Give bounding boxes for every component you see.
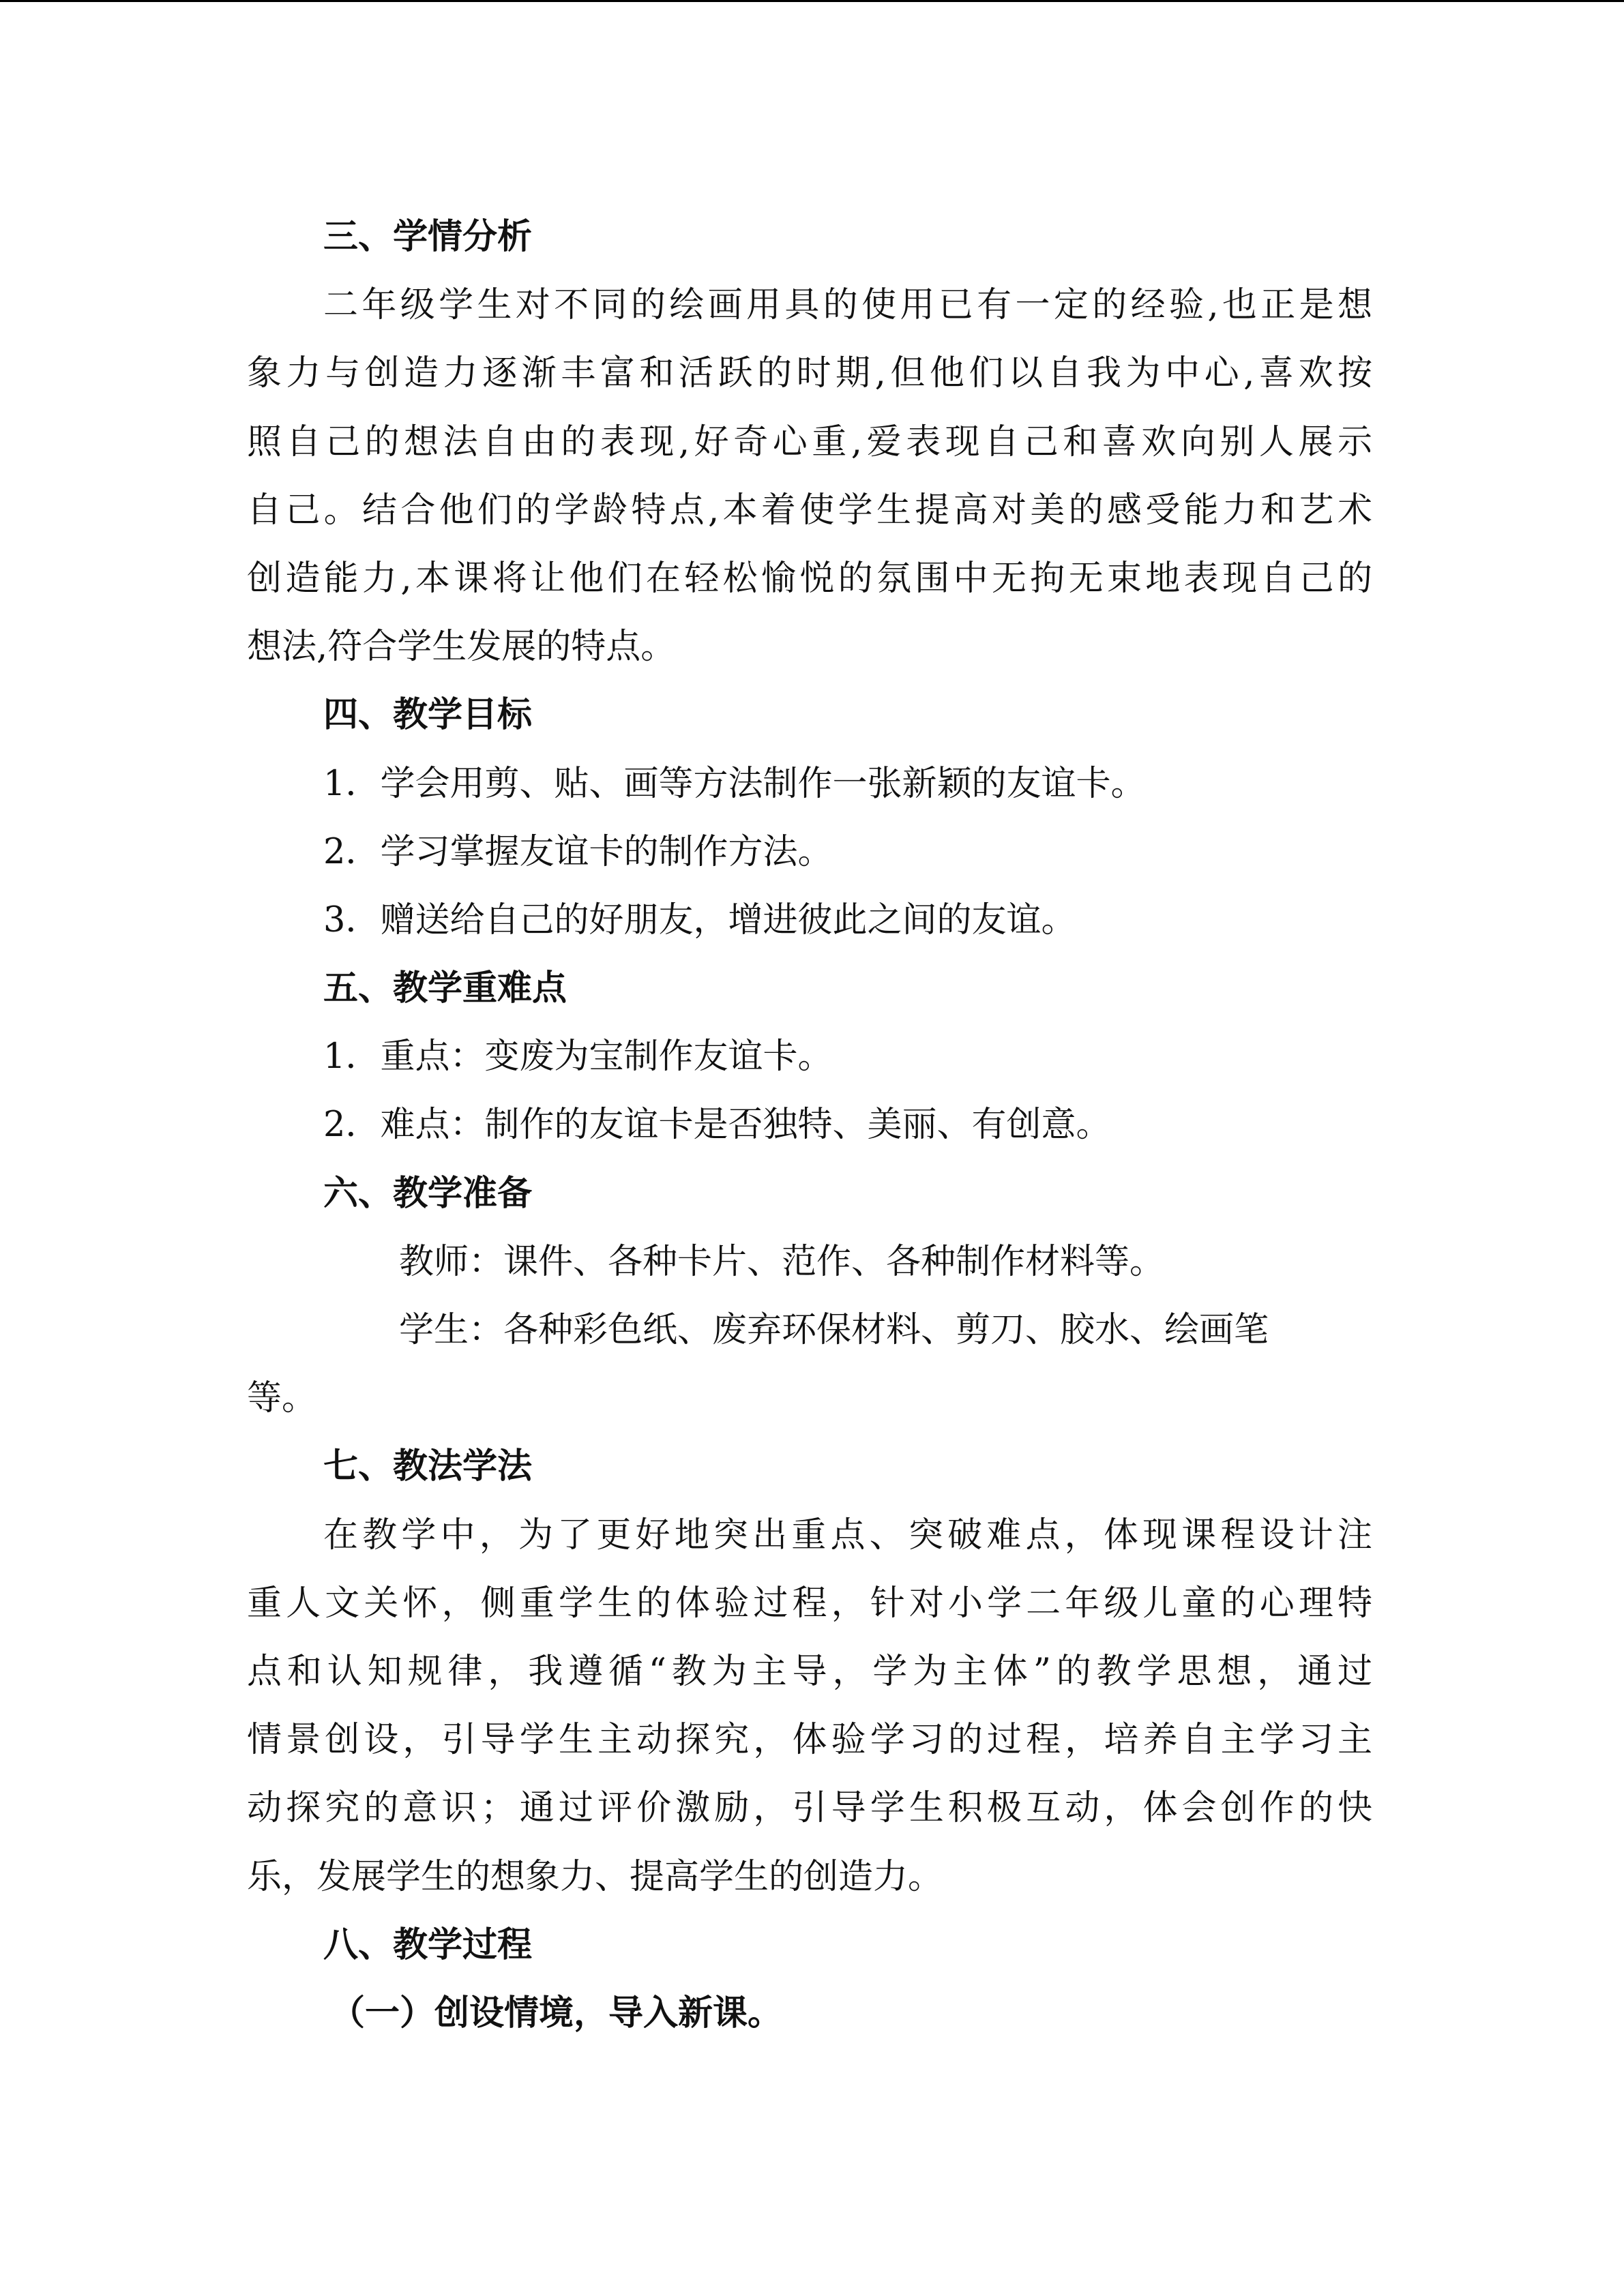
section-heading: 八、教学过程 [323,1924,533,1965]
section-heading: 六、教学准备 [323,1173,533,1214]
paragraph-line: 创造能力,本课将让他们在轻松愉悦的氛围中无拘无束地表现自己的 [247,558,1372,599]
list-item: 3．赠送给自己的好朋友，增进彼此之间的友谊。 [323,899,1076,940]
paragraph-line: 在教学中，为了更好地突出重点、突破难点，体现课程设计注 [323,1515,1372,1555]
document-body [247,203,1372,2048]
subsection-heading: （一）创设情境，导入新课。 [330,1993,783,2033]
section-heading: 三、学情分析 [323,217,533,257]
paragraph-line: 重人文关怀，侧重学生的体验过程，针对小学二年级儿童的心理特 [247,1583,1372,1624]
paragraph-line: 等。 [247,1378,317,1419]
paragraph-line: 教师：课件、各种卡片、范作、各种制作材料等。 [399,1241,1165,1282]
section-heading: 四、教学目标 [323,695,533,736]
list-item: 2．学习掌握友谊卡的制作方法。 [323,831,833,872]
paragraph-line: 学生：各种彩色纸、废弃环保材料、剪刀、胶水、绘画笔 [399,1310,1269,1350]
list-item: 1．重点：变废为宝制作友谊卡。 [323,1037,833,1077]
paragraph-line: 动探究的意识；通过评价激励，引导学生积极互动，体会创作的快 [247,1788,1372,1829]
paragraph-line: 想法,符合学生发展的特点。 [247,627,676,668]
paragraph-line: 二年级学生对不同的绘画用具的使用已有一定的经验,也正是想 [323,285,1372,326]
section-heading: 五、教学重难点 [323,968,567,1009]
paragraph-line: 照自己的想法自由的表现,好奇心重,爱表现自己和喜欢向别人展示 [247,421,1372,462]
list-item: 1．学会用剪、贴、画等方法制作一张新颖的友谊卡。 [323,763,1146,804]
paragraph-line: 情景创设，引导学生主动探究，体验学习的过程，培养自主学习主 [247,1720,1372,1761]
list-item: 2．难点：制作的友谊卡是否独特、美丽、有创意。 [323,1105,1111,1146]
paragraph-line: 乐，发展学生的想象力、提高学生的创造力。 [247,1856,943,1897]
section-heading: 七、教法学法 [323,1446,533,1487]
paragraph-line: 象力与创造力逐渐丰富和活跃的时期,但他们以自我为中心,喜欢按 [247,353,1372,394]
paragraph-line: 自己。结合他们的学龄特点,本着使学生提高对美的感受能力和艺术 [247,490,1372,531]
paragraph-line: 点和认知规律，我遵循“教为主导，学为主体”的教学思想，通过 [247,1651,1372,1692]
